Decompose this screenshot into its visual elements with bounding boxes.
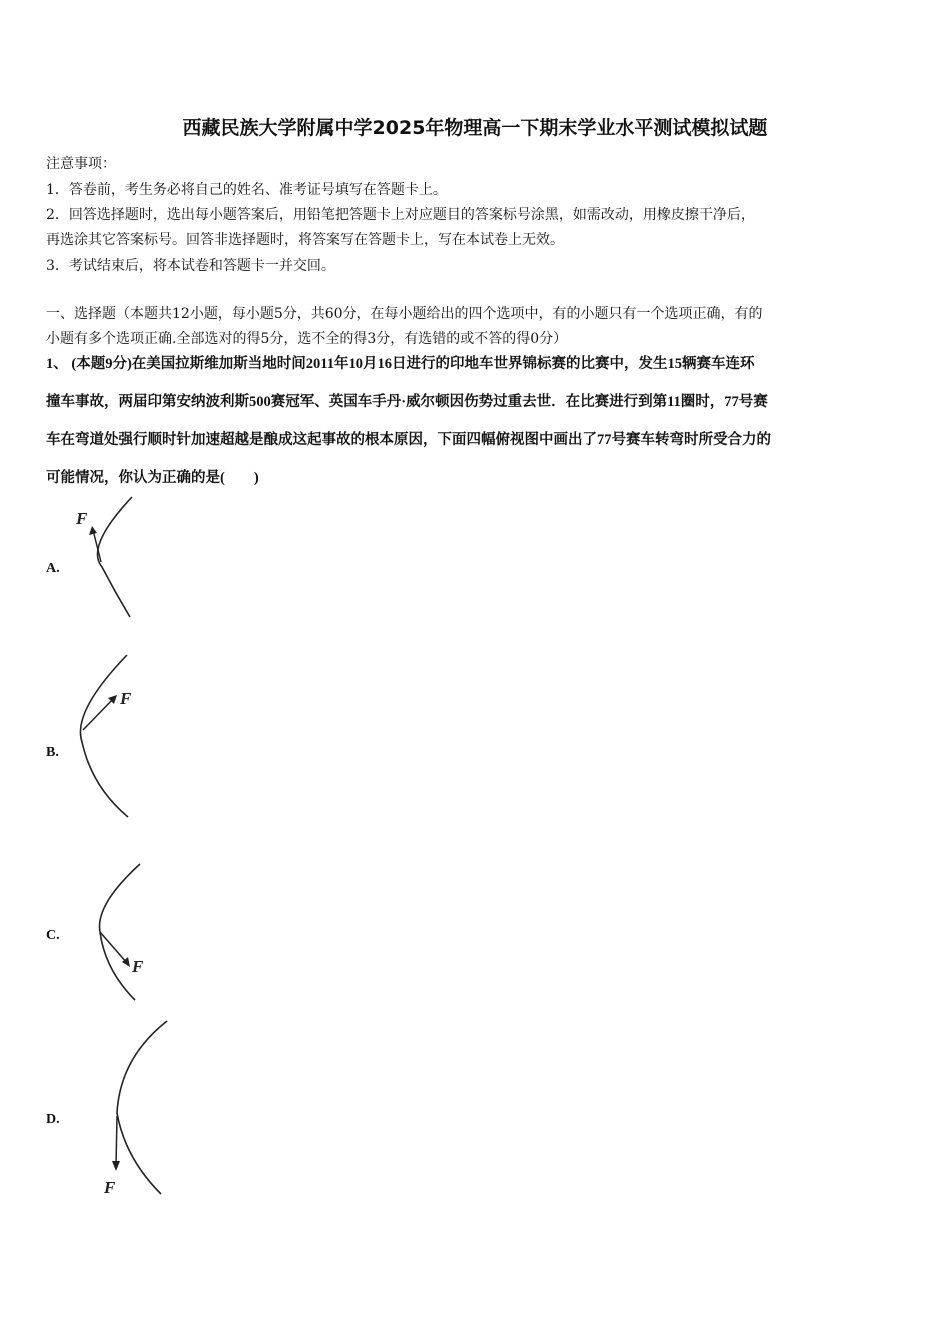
section-intro-line-2: 小题有多个选项正确.全部选对的得5分，选不全的得3分，有选错的或不答的得0分）: [46, 331, 568, 347]
option-c-label: C.: [46, 928, 60, 943]
notice-item-2: 2．回答选择题时，选出每小题答案后，用铅笔把答题卡上对应题目的答案标号涂黑，如需改动，用橡皮擦干净后，: [46, 207, 755, 223]
notice-item-1: 1．答卷前，考生务必将自己的姓名、准考证号填写在答题卡上。: [46, 182, 447, 198]
notice-heading: 注意事项：: [46, 156, 116, 172]
question-line-2: 撞车事故，两届印第安纳波利斯500赛冠军、英国车手丹·威尔顿因伤势过重去世．在比赛进行到第11圈时，77号赛: [46, 394, 768, 410]
question-line-4: 可能情况，你认为正确的是( ): [46, 470, 259, 486]
force-label: F: [120, 689, 132, 708]
option-d-figure: [95, 1018, 185, 1198]
option-b-figure: [70, 652, 160, 822]
notice-item-3: 3．考试结束后，将本试卷和答题卡一并交回。: [46, 258, 335, 274]
section-intro-line-1: 一、选择题（本题共12小题，每小题5分，共60分，在每小题给出的四个选项中，有的小题只有一个选项正确，有的: [46, 306, 763, 322]
force-label: F: [104, 1178, 116, 1197]
question-line-1: 1、 (本题9分)在美国拉斯维加斯当地时间2011年10月16日进行的印地车世界锦标赛的比赛中，发生15辆赛车连环: [46, 356, 755, 372]
option-c-figure: [80, 860, 170, 1005]
force-label: F: [76, 509, 88, 528]
arrowhead: [112, 1161, 120, 1171]
force-arrow: [100, 932, 127, 963]
curve-path: [97, 497, 132, 617]
option-d-label: D.: [46, 1112, 60, 1127]
force-arrow: [116, 1116, 117, 1166]
force-arrow: [83, 698, 114, 730]
option-a-label: A.: [46, 561, 60, 576]
option-a-figure: [70, 492, 150, 622]
curve-path: [100, 864, 141, 1000]
arrowhead: [89, 526, 97, 535]
page-title: 西藏民族大学附属中学2025年物理高一下期末学业水平测试模拟试题: [182, 117, 768, 139]
notice-item-2-cont: 再选涂其它答案标号。回答非选择题时，将答案写在答题卡上，写在本试卷上无效。: [46, 232, 564, 248]
question-line-3: 车在弯道处强行顺时针加速超越是酿成这起事故的根本原因，下面四幅俯视图中画出了77号赛车转弯时所受合力的: [46, 432, 771, 448]
option-b-label: B.: [46, 745, 59, 760]
curve-path: [80, 655, 128, 817]
force-label: F: [132, 957, 144, 976]
curve-path: [117, 1021, 167, 1194]
